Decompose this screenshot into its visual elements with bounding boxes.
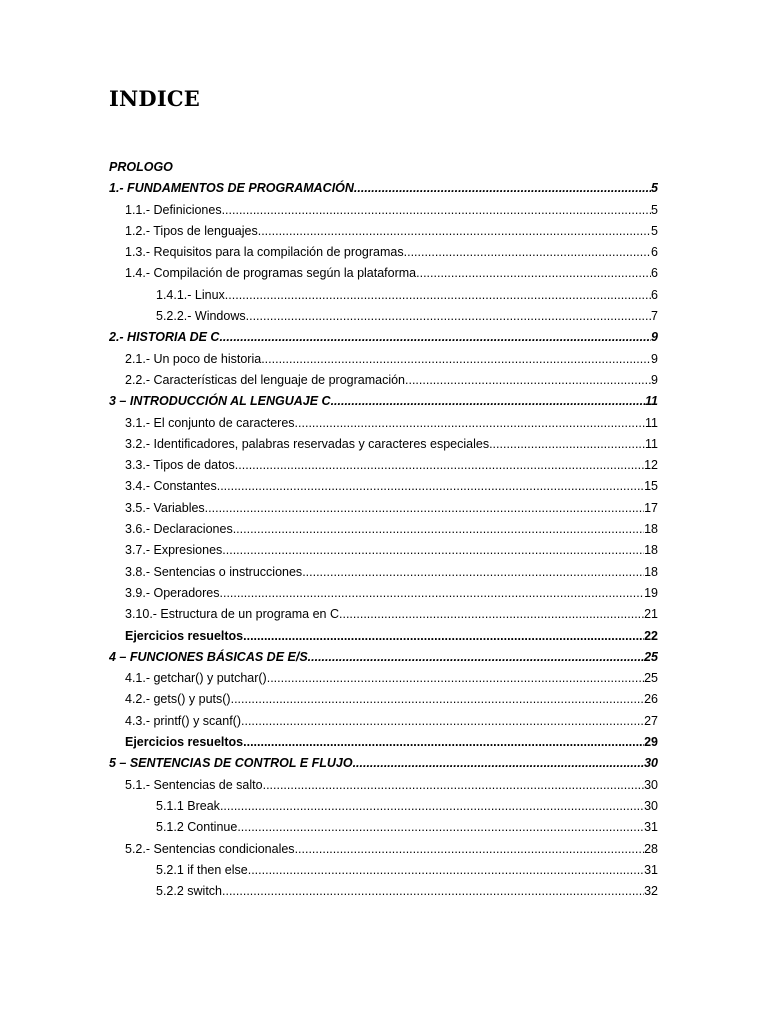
toc-page-number: 30 bbox=[644, 756, 658, 771]
toc-entry[interactable] bbox=[109, 839, 658, 860]
toc-dot-leader bbox=[231, 689, 645, 710]
toc-entry[interactable] bbox=[109, 626, 658, 647]
toc-entry-label: 5.1.1 Break bbox=[156, 798, 220, 813]
toc-entry-label: Ejercicios resueltos bbox=[125, 628, 244, 643]
toc-entry-label: 1.2.- Tipos de lenguajes bbox=[125, 223, 258, 238]
toc-chapter-entry[interactable] bbox=[109, 157, 658, 178]
toc-page-number: 25 bbox=[644, 649, 658, 664]
toc-entry[interactable] bbox=[109, 519, 658, 540]
toc-page-number: 6 bbox=[651, 245, 658, 260]
toc-dot-leader bbox=[246, 306, 651, 327]
toc-entry-label: 1.- FUNDAMENTOS DE PROGRAMACIÓN bbox=[109, 181, 354, 196]
toc-dot-leader bbox=[220, 796, 644, 817]
toc-entry-label: 4.1.- getchar() y putchar() bbox=[125, 671, 267, 686]
toc-page-number: 25 bbox=[644, 671, 658, 686]
toc-dot-leader bbox=[243, 732, 644, 753]
toc-entry[interactable] bbox=[109, 604, 658, 625]
toc-entry-label: 5.2.1 if then else bbox=[156, 862, 248, 877]
toc-entry-label: 3.3.- Tipos de datos bbox=[125, 458, 235, 473]
toc-entry-label: 4.3.- printf() y scanf() bbox=[125, 713, 241, 728]
toc-entry-label: 3.5.- Variables bbox=[125, 500, 205, 515]
toc-entry-label: 5 – SENTENCIAS DE CONTROL E FLUJO bbox=[109, 756, 353, 771]
toc-entry-label: 5.1.- Sentencias de salto bbox=[125, 777, 263, 792]
toc-chapter-entry[interactable] bbox=[109, 647, 658, 668]
toc-dot-leader bbox=[222, 200, 651, 221]
toc-dot-leader bbox=[331, 391, 645, 412]
toc-dot-leader bbox=[263, 775, 645, 796]
toc-dot-leader bbox=[354, 178, 651, 199]
toc-page-number: 17 bbox=[644, 500, 658, 515]
toc-entry[interactable] bbox=[109, 668, 658, 689]
toc-entry[interactable] bbox=[109, 540, 658, 561]
toc-dot-leader bbox=[404, 242, 651, 263]
toc-page-number: 18 bbox=[644, 543, 658, 558]
toc-page-number: 27 bbox=[644, 713, 658, 728]
toc-dot-leader bbox=[217, 476, 644, 497]
toc-entry[interactable] bbox=[109, 498, 658, 519]
toc-page-number: 29 bbox=[644, 735, 658, 750]
toc-page-number: 11 bbox=[645, 436, 658, 451]
toc-entry-label: PROLOGO bbox=[109, 160, 173, 174]
toc-dot-leader bbox=[219, 327, 651, 348]
toc-dot-leader bbox=[235, 455, 644, 476]
toc-dot-leader bbox=[339, 604, 644, 625]
toc-dot-leader bbox=[220, 583, 645, 604]
toc-page-number: 19 bbox=[644, 585, 658, 600]
toc-dot-leader bbox=[261, 349, 651, 370]
toc-page-number: 31 bbox=[644, 862, 658, 877]
toc-page-number: 6 bbox=[651, 287, 658, 302]
toc-entry[interactable] bbox=[109, 796, 658, 817]
toc-entry-label: 3.7.- Expresiones bbox=[125, 543, 223, 558]
toc-page-number: 26 bbox=[644, 692, 658, 707]
toc-entry-label: 4 – FUNCIONES BÁSICAS DE E/S bbox=[109, 649, 308, 664]
toc-dot-leader bbox=[222, 881, 644, 902]
toc-dot-leader bbox=[353, 753, 645, 774]
toc-entry-label: 2.2.- Características del lenguaje de programación bbox=[125, 372, 406, 387]
toc-entry[interactable] bbox=[109, 689, 658, 710]
toc-page-number: 9 bbox=[651, 330, 658, 345]
toc-page-number: 5 bbox=[651, 202, 658, 217]
toc-dot-leader bbox=[243, 626, 644, 647]
toc-entry[interactable] bbox=[109, 775, 658, 796]
toc-chapter-entry[interactable] bbox=[109, 753, 658, 774]
toc-entry-label: 1.4.1.- Linux bbox=[156, 287, 225, 302]
toc-entry-label: 5.2.- Sentencias condicionales bbox=[125, 841, 295, 856]
table-of-contents bbox=[109, 157, 658, 902]
toc-dot-leader bbox=[248, 860, 644, 881]
toc-entry[interactable] bbox=[109, 817, 658, 838]
toc-dot-leader bbox=[416, 263, 651, 284]
toc-page-number: 22 bbox=[644, 628, 658, 643]
toc-page-number: 15 bbox=[644, 479, 658, 494]
toc-page-number: 18 bbox=[644, 564, 658, 579]
toc-entry[interactable] bbox=[109, 349, 658, 370]
toc-entry[interactable] bbox=[109, 860, 658, 881]
toc-entry[interactable] bbox=[109, 242, 658, 263]
toc-dot-leader bbox=[302, 562, 644, 583]
toc-page-number: 32 bbox=[644, 884, 658, 899]
toc-entry[interactable] bbox=[109, 221, 658, 242]
toc-page-number: 28 bbox=[644, 841, 658, 856]
toc-entry-label: Ejercicios resueltos bbox=[125, 735, 244, 750]
toc-entry[interactable] bbox=[109, 455, 658, 476]
toc-entry-label: 3.2.- Identificadores, palabras reservadas y caracteres especiales bbox=[125, 436, 490, 451]
toc-entry[interactable] bbox=[109, 881, 658, 902]
toc-entry-label: 2.1.- Un poco de historia bbox=[125, 351, 262, 366]
toc-entry[interactable] bbox=[109, 200, 658, 221]
toc-page-number: 9 bbox=[651, 372, 658, 387]
toc-entry[interactable] bbox=[109, 370, 658, 391]
toc-entry[interactable] bbox=[109, 562, 658, 583]
toc-entry-label: 4.2.- gets() y puts() bbox=[125, 692, 231, 707]
toc-page-number: 7 bbox=[651, 309, 658, 324]
toc-entry[interactable] bbox=[109, 732, 658, 753]
toc-entry-label: 3.6.- Declaraciones bbox=[125, 522, 233, 537]
toc-entry[interactable] bbox=[109, 476, 658, 497]
toc-dot-leader bbox=[205, 498, 644, 519]
toc-entry-label: 5.2.2 switch bbox=[156, 884, 223, 899]
toc-dot-leader bbox=[241, 711, 644, 732]
toc-entry-label: 3.1.- El conjunto de caracteres bbox=[125, 415, 295, 430]
toc-entry-label: 3.4.- Constantes bbox=[125, 479, 217, 494]
toc-entry[interactable] bbox=[109, 413, 658, 434]
toc-dot-leader bbox=[489, 434, 645, 455]
toc-entry-label: 5.2.2.- Windows bbox=[156, 309, 246, 324]
toc-dot-leader bbox=[405, 370, 651, 391]
toc-chapter-entry[interactable] bbox=[109, 178, 658, 199]
toc-dot-leader bbox=[295, 413, 645, 434]
toc-chapter-entry[interactable] bbox=[109, 327, 658, 348]
toc-page-number: 11 bbox=[645, 415, 658, 430]
toc-entry-label: 3.9.- Operadores bbox=[125, 585, 220, 600]
toc-page-number: 31 bbox=[644, 820, 658, 835]
toc-page-number: 9 bbox=[651, 351, 658, 366]
toc-entry-label: 1.4.- Compilación de programas según la plataforma bbox=[125, 266, 417, 281]
toc-entry-label: 1.3.- Requisitos para la compilación de programas bbox=[125, 245, 404, 260]
toc-entry[interactable] bbox=[109, 306, 658, 327]
toc-dot-leader bbox=[308, 647, 644, 668]
toc-page-number: 30 bbox=[644, 798, 658, 813]
toc-dot-leader bbox=[295, 839, 645, 860]
toc-page-number: 5 bbox=[651, 223, 658, 238]
toc-dot-leader bbox=[237, 817, 644, 838]
toc-dot-leader bbox=[267, 668, 644, 689]
page-title: INDICE bbox=[109, 86, 200, 111]
toc-page-number: 21 bbox=[644, 607, 658, 622]
toc-dot-leader bbox=[233, 519, 644, 540]
toc-dot-leader bbox=[225, 285, 651, 306]
toc-dot-leader bbox=[258, 221, 651, 242]
toc-entry[interactable] bbox=[109, 583, 658, 604]
toc-entry-label: 3.8.- Sentencias o instrucciones bbox=[125, 564, 303, 579]
toc-page-number: 12 bbox=[644, 458, 658, 473]
toc-page-number: 30 bbox=[644, 777, 658, 792]
toc-page-number: 18 bbox=[644, 522, 658, 537]
toc-entry[interactable] bbox=[109, 285, 658, 306]
toc-dot-leader bbox=[222, 540, 644, 561]
toc-entry-label: 2.- HISTORIA DE C bbox=[109, 330, 220, 345]
toc-entry-label: 5.1.2 Continue bbox=[156, 820, 238, 835]
toc-entry[interactable] bbox=[109, 434, 658, 455]
toc-chapter-entry[interactable] bbox=[109, 391, 658, 412]
toc-page-number: 5 bbox=[651, 181, 658, 196]
toc-entry-label: 1.1.- Definiciones bbox=[125, 202, 222, 217]
toc-entry-label: 3 – INTRODUCCIÓN AL LENGUAJE C bbox=[109, 394, 331, 409]
toc-entry-label: 3.10.- Estructura de un programa en C bbox=[125, 607, 340, 622]
toc-entry[interactable] bbox=[109, 711, 658, 732]
toc-page-number: 11 bbox=[645, 394, 658, 409]
toc-entry[interactable] bbox=[109, 263, 658, 284]
toc-page-number: 6 bbox=[651, 266, 658, 281]
